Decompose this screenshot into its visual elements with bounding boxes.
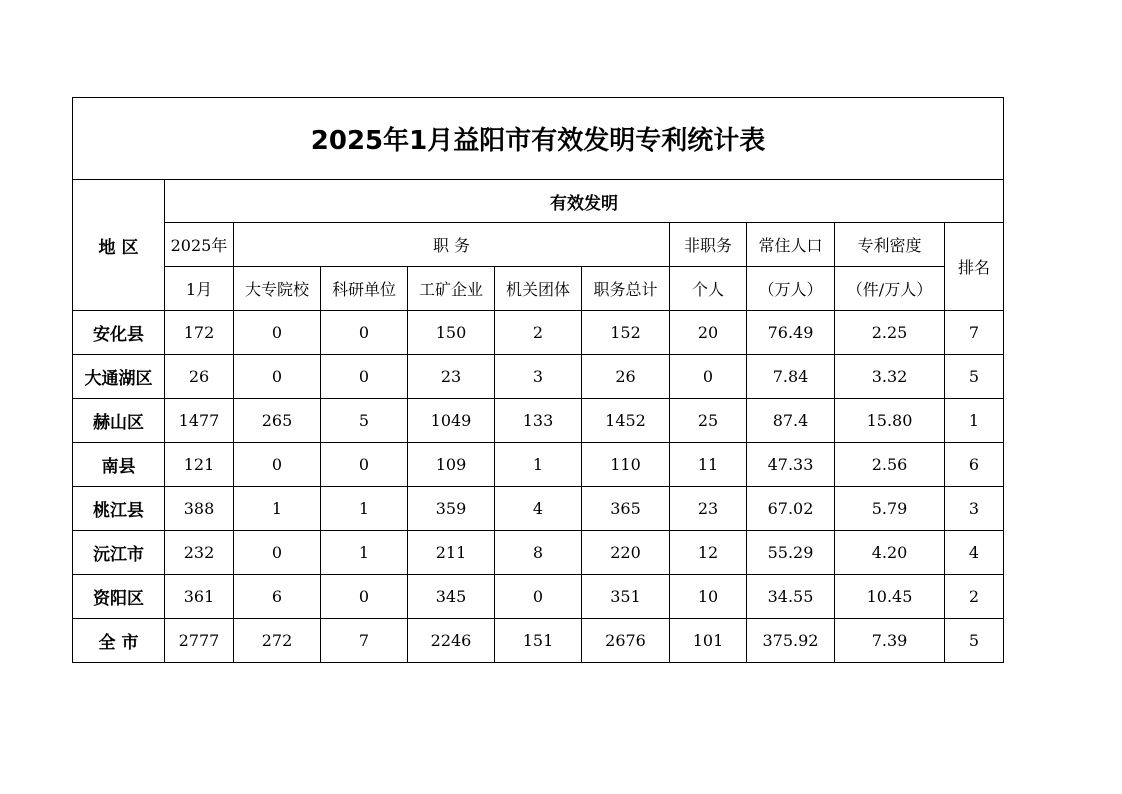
population-cell: 7.84 bbox=[747, 355, 835, 399]
density-cell: 10.45 bbox=[835, 575, 945, 619]
university-cell: 0 bbox=[234, 443, 321, 487]
table-row bbox=[73, 311, 1004, 355]
research-cell: 7 bbox=[321, 619, 408, 663]
region-cell: 大通湖区 bbox=[73, 355, 165, 399]
density-cell: 3.32 bbox=[835, 355, 945, 399]
research-cell: 5 bbox=[321, 399, 408, 443]
agency-cell: 4 bbox=[495, 487, 582, 531]
total-cell: 2777 bbox=[165, 619, 234, 663]
density-cell: 15.80 bbox=[835, 399, 945, 443]
university-cell: 6 bbox=[234, 575, 321, 619]
research-cell: 0 bbox=[321, 443, 408, 487]
region-cell: 南县 bbox=[73, 443, 165, 487]
table-row bbox=[73, 531, 1004, 575]
service-total-cell: 220 bbox=[582, 531, 670, 575]
density-cell: 7.39 bbox=[835, 619, 945, 663]
research-cell: 0 bbox=[321, 575, 408, 619]
density-cell: 4.20 bbox=[835, 531, 945, 575]
header-service: 职 务 bbox=[234, 223, 670, 267]
header-population: 常住人口 bbox=[747, 223, 835, 267]
service-total-cell: 365 bbox=[582, 487, 670, 531]
industry-cell: 345 bbox=[408, 575, 495, 619]
region-cell: 赫山区 bbox=[73, 399, 165, 443]
personal-cell: 25 bbox=[670, 399, 747, 443]
total-cell: 232 bbox=[165, 531, 234, 575]
rank-cell: 1 bbox=[945, 399, 1004, 443]
population-cell: 87.4 bbox=[747, 399, 835, 443]
density-cell: 5.79 bbox=[835, 487, 945, 531]
region-cell: 桃江县 bbox=[73, 487, 165, 531]
rank-cell: 3 bbox=[945, 487, 1004, 531]
header-non-service: 非职务 bbox=[670, 223, 747, 267]
university-cell: 0 bbox=[234, 531, 321, 575]
service-total-cell: 2676 bbox=[582, 619, 670, 663]
table-row bbox=[73, 619, 1004, 663]
service-total-cell: 351 bbox=[582, 575, 670, 619]
university-cell: 0 bbox=[234, 311, 321, 355]
header-density-unit: （件/万人） bbox=[835, 267, 945, 311]
research-cell: 1 bbox=[321, 531, 408, 575]
total-cell: 1477 bbox=[165, 399, 234, 443]
total-cell: 361 bbox=[165, 575, 234, 619]
service-total-cell: 26 bbox=[582, 355, 670, 399]
personal-cell: 10 bbox=[670, 575, 747, 619]
research-cell: 1 bbox=[321, 487, 408, 531]
header-rank: 排名 bbox=[945, 223, 1004, 311]
header-industry: 工矿企业 bbox=[408, 267, 495, 311]
patent-statistics-table bbox=[72, 97, 1004, 663]
header-density: 专利密度 bbox=[835, 223, 945, 267]
agency-cell: 151 bbox=[495, 619, 582, 663]
agency-cell: 2 bbox=[495, 311, 582, 355]
personal-cell: 101 bbox=[670, 619, 747, 663]
table-row bbox=[73, 399, 1004, 443]
university-cell: 265 bbox=[234, 399, 321, 443]
personal-cell: 23 bbox=[670, 487, 747, 531]
total-cell: 26 bbox=[165, 355, 234, 399]
table-row bbox=[73, 355, 1004, 399]
header-university: 大专院校 bbox=[234, 267, 321, 311]
table-row bbox=[73, 575, 1004, 619]
header-month: 1月 bbox=[165, 267, 234, 311]
region-cell: 安化县 bbox=[73, 311, 165, 355]
agency-cell: 133 bbox=[495, 399, 582, 443]
total-cell: 388 bbox=[165, 487, 234, 531]
university-cell: 1 bbox=[234, 487, 321, 531]
personal-cell: 11 bbox=[670, 443, 747, 487]
industry-cell: 109 bbox=[408, 443, 495, 487]
population-cell: 47.33 bbox=[747, 443, 835, 487]
density-cell: 2.56 bbox=[835, 443, 945, 487]
personal-cell: 0 bbox=[670, 355, 747, 399]
population-cell: 76.49 bbox=[747, 311, 835, 355]
industry-cell: 211 bbox=[408, 531, 495, 575]
region-cell: 资阳区 bbox=[73, 575, 165, 619]
population-cell: 375.92 bbox=[747, 619, 835, 663]
table-row bbox=[73, 487, 1004, 531]
total-cell: 172 bbox=[165, 311, 234, 355]
table-row bbox=[73, 443, 1004, 487]
industry-cell: 23 bbox=[408, 355, 495, 399]
rank-cell: 7 bbox=[945, 311, 1004, 355]
rank-cell: 6 bbox=[945, 443, 1004, 487]
agency-cell: 3 bbox=[495, 355, 582, 399]
agency-cell: 8 bbox=[495, 531, 582, 575]
agency-cell: 0 bbox=[495, 575, 582, 619]
region-cell: 全 市 bbox=[73, 619, 165, 663]
region-cell: 沅江市 bbox=[73, 531, 165, 575]
header-research: 科研单位 bbox=[321, 267, 408, 311]
industry-cell: 150 bbox=[408, 311, 495, 355]
population-cell: 34.55 bbox=[747, 575, 835, 619]
industry-cell: 2246 bbox=[408, 619, 495, 663]
table-title: 2025年1月益阳市有效发明专利统计表 bbox=[73, 98, 1004, 180]
density-cell: 2.25 bbox=[835, 311, 945, 355]
total-cell: 121 bbox=[165, 443, 234, 487]
header-agency: 机关团体 bbox=[495, 267, 582, 311]
research-cell: 0 bbox=[321, 311, 408, 355]
rank-cell: 4 bbox=[945, 531, 1004, 575]
header-effective-invention: 有效发明 bbox=[165, 180, 1004, 223]
personal-cell: 12 bbox=[670, 531, 747, 575]
header-population-unit: （万人） bbox=[747, 267, 835, 311]
service-total-cell: 152 bbox=[582, 311, 670, 355]
population-cell: 55.29 bbox=[747, 531, 835, 575]
rank-cell: 5 bbox=[945, 355, 1004, 399]
header-service-total: 职务总计 bbox=[582, 267, 670, 311]
rank-cell: 2 bbox=[945, 575, 1004, 619]
industry-cell: 359 bbox=[408, 487, 495, 531]
personal-cell: 20 bbox=[670, 311, 747, 355]
university-cell: 0 bbox=[234, 355, 321, 399]
header-year: 2025年 bbox=[165, 223, 234, 267]
service-total-cell: 1452 bbox=[582, 399, 670, 443]
population-cell: 67.02 bbox=[747, 487, 835, 531]
research-cell: 0 bbox=[321, 355, 408, 399]
industry-cell: 1049 bbox=[408, 399, 495, 443]
header-personal: 个人 bbox=[670, 267, 747, 311]
rank-cell: 5 bbox=[945, 619, 1004, 663]
service-total-cell: 110 bbox=[582, 443, 670, 487]
university-cell: 272 bbox=[234, 619, 321, 663]
agency-cell: 1 bbox=[495, 443, 582, 487]
header-region: 地 区 bbox=[73, 180, 165, 311]
